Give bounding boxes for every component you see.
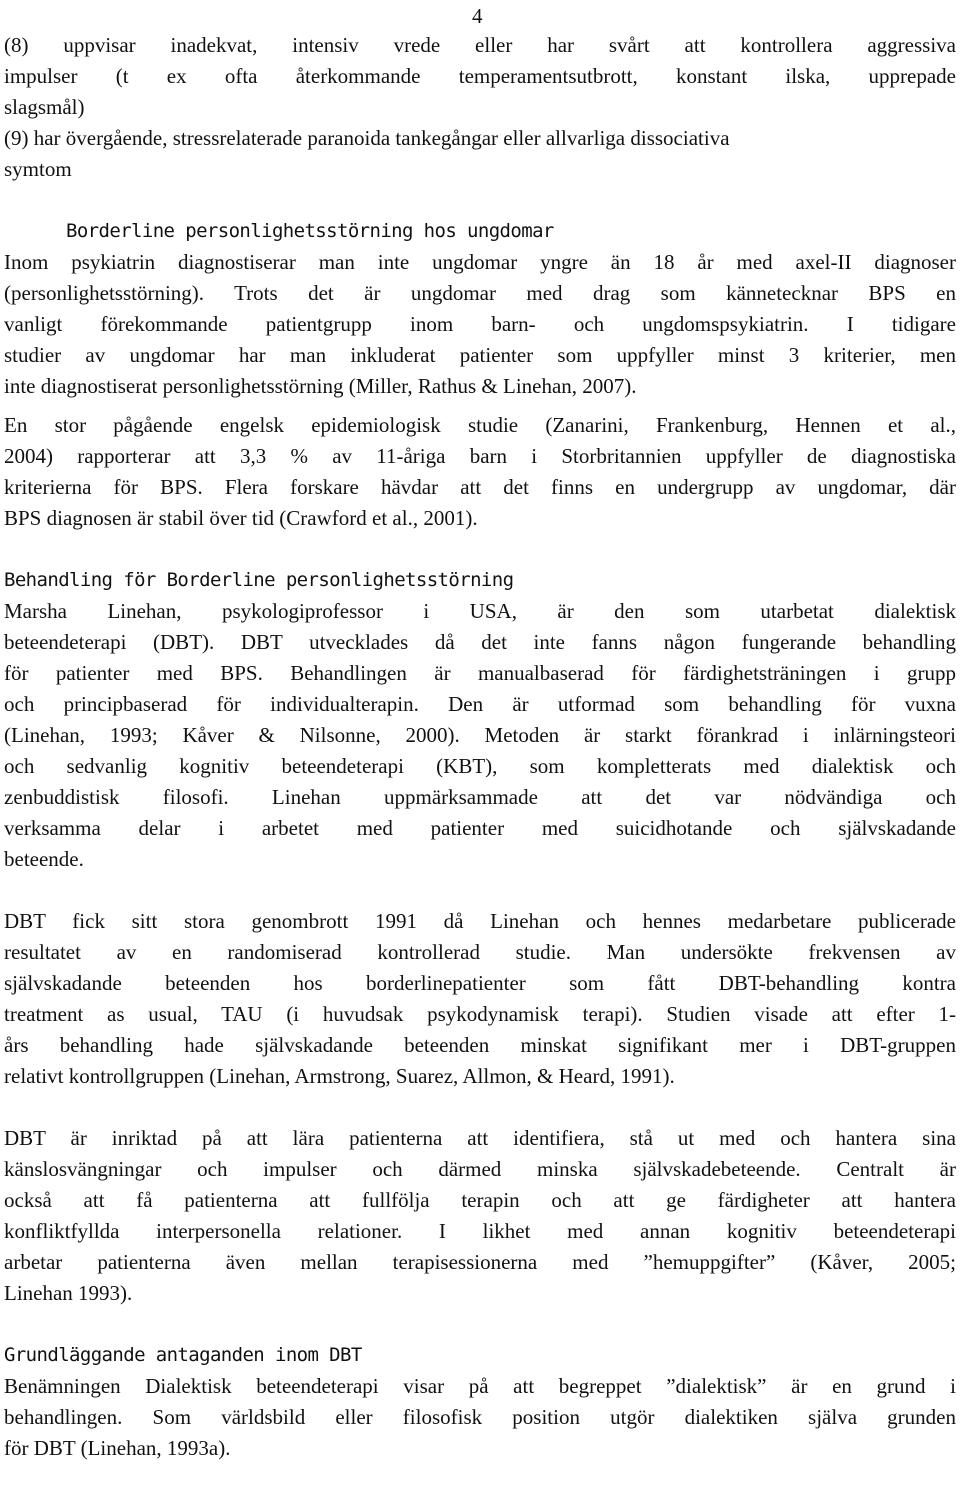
text-line: behandlingen. Som världsbild eller filosofisk position utgör dialektiken själva grunden (4, 1405, 956, 1429)
spacer (4, 185, 956, 216)
text-line: för patienter med BPS. Behandlingen är manualbaserad för färdighetsträningen i grupp (4, 661, 956, 685)
criteria-list (4, 30, 956, 185)
section-heading: Behandling för Borderline personlighetsstörning (4, 569, 514, 591)
paragraph (4, 410, 956, 534)
paragraph (4, 1371, 956, 1464)
text-line: (personlighetsstörning). Trots det är ungdomar med drag som kännetecknar BPS en (4, 281, 956, 305)
spacer (4, 875, 956, 906)
text-line: inte diagnostiserat personlighetsstörning (Miller, Rathus & Linehan, 2007). (4, 374, 637, 398)
section-treatment (4, 565, 956, 1309)
text-line: En stor pågående engelsk epidemiologisk studie (Zanarini, Frankenburg, Hennen et al., (4, 413, 956, 437)
text-line: resultatet av en randomiserad kontrollerad studie. Man undersökte frekvensen av (4, 940, 956, 964)
text-line: studier av ungdomar har man inkluderat patienter som uppfyller minst 3 kriterier, men (4, 343, 956, 367)
section-heading: Borderline personlighetsstörning hos ungdomar (66, 220, 554, 242)
page-number: 4 (472, 4, 483, 28)
paragraph (4, 906, 956, 1092)
text-line: (8) uppvisar inadekvat, intensiv vrede eller har svårt att kontrollera aggressiva (4, 33, 956, 57)
text-line: konfliktfyllda interpersonella relationer. I likhet med annan kognitiv beteendeterapi (4, 1219, 956, 1243)
text-line: (9) har övergående, stressrelaterade paranoida tankegångar eller allvarliga dissociativa (4, 126, 730, 150)
text-line: 2004) rapporterar att 3,3 % av 11-åriga barn i Storbritannien uppfyller de diagnostiska (4, 444, 956, 468)
text-line: verksamma delar i arbetet med patienter med suicidhotande och självskadande (4, 816, 956, 840)
text-line: symtom (4, 157, 72, 181)
spacer (4, 534, 956, 565)
text-line: beteende. (4, 847, 84, 871)
text-line: Marsha Linehan, psykologiprofessor i USA, är den som utarbetat dialektisk (4, 599, 956, 623)
list-item-8 (4, 30, 956, 123)
text-line: Linehan 1993). (4, 1281, 133, 1305)
spacer (4, 1309, 956, 1340)
paragraph (4, 1123, 956, 1309)
text-line: kriterierna för BPS. Flera forskare hävdar att det finns en undergrupp av ungdomar, där (4, 475, 956, 499)
text-line: också att få patienterna att fullfölja terapin och att ge färdigheter att hantera (4, 1188, 956, 1212)
list-item-9 (4, 123, 956, 185)
text-line: känslosvängningar och impulser och därmed minska självskadebeteende. Centralt är (4, 1157, 956, 1181)
text-line: Inom psykiatrin diagnostiserar man inte ungdomar yngre än 18 år med axel-II diagnoser (4, 250, 956, 274)
text-line: arbetar patienterna även mellan terapisessionerna med ”hemuppgifter” (Kåver, 2005; (4, 1250, 956, 1274)
section-youth (4, 216, 956, 534)
text-line: och sedvanlig kognitiv beteendeterapi (KBT), som kompletterats med dialektisk och (4, 754, 956, 778)
text-line: (Linehan, 1993; Kåver & Nilsonne, 2000). Metoden är starkt förankrad i inlärningsteori (4, 723, 956, 747)
text-line: zenbuddistisk filosofi. Linehan uppmärksammade att det var nödvändiga och (4, 785, 956, 809)
text-line: DBT är inriktad på att lära patienterna att identifiera, stå ut med och hantera sina (4, 1126, 956, 1150)
text-line: beteendeterapi (DBT). DBT utvecklades då det inte fanns någon fungerande behandling (4, 630, 956, 654)
text-line: vanligt förekommande patientgrupp inom barn- och ungdomspsykiatrin. I tidigare (4, 312, 956, 336)
text-line: DBT fick sitt stora genombrott 1991 då Linehan och hennes medarbetare publicerade (4, 909, 956, 933)
text-line: Benämningen Dialektisk beteendeterapi visar på att begreppet ”dialektisk” är en grund i (4, 1374, 956, 1398)
section-assumptions (4, 1340, 956, 1464)
text-line: slagsmål) (4, 95, 85, 119)
text-line: och principbaserad för individualterapin. Den är utformad som behandling för vuxna (4, 692, 956, 716)
text-line: BPS diagnosen är stabil över tid (Crawford et al., 2001). (4, 506, 478, 530)
section-heading: Grundläggande antaganden inom DBT (4, 1344, 362, 1366)
text-line: års behandling hade självskadande beteenden minskat signifikant mer i DBT-gruppen (4, 1033, 956, 1057)
spacer (4, 402, 956, 410)
document-body (4, 30, 956, 1464)
paragraph (4, 596, 956, 875)
text-line: för DBT (Linehan, 1993a). (4, 1436, 231, 1460)
text-line: självskadande beteenden hos borderlinepatienter som fått DBT-behandling kontra (4, 971, 956, 995)
paragraph (4, 247, 956, 402)
text-line: impulser (t ex ofta återkommande temperamentsutbrott, konstant ilska, upprepade (4, 64, 956, 88)
text-line: treatment as usual, TAU (i huvudsak psykodynamisk terapi). Studien visade att efter 1- (4, 1002, 956, 1026)
spacer (4, 1092, 956, 1123)
text-line: relativt kontrollgruppen (Linehan, Armstrong, Suarez, Allmon, & Heard, 1991). (4, 1064, 675, 1088)
